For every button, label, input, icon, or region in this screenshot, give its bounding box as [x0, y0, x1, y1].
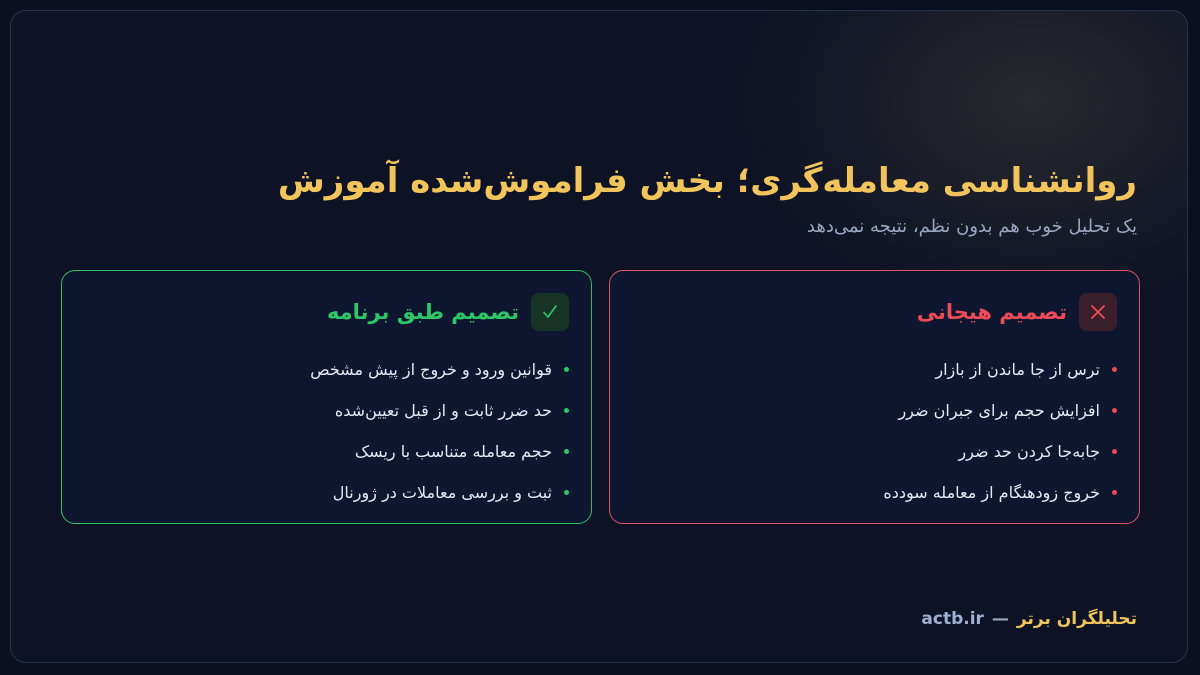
emotional-decision-card	[609, 270, 1140, 524]
bullet-dot	[564, 408, 569, 413]
emotional-card-header	[917, 293, 1117, 331]
planned-items-list	[310, 349, 569, 513]
footer-credit	[921, 609, 1137, 629]
bullet-dot	[564, 449, 569, 454]
check-icon	[531, 293, 569, 331]
list-item-text: حجم معامله متناسب با ریسک	[354, 442, 552, 461]
list-item-text: قوانین ورود و خروج از پیش مشخص	[310, 360, 552, 379]
list-item-text: افزایش حجم برای جبران ضرر	[898, 401, 1100, 420]
bullet-dot	[1112, 367, 1117, 372]
list-item	[310, 349, 569, 390]
list-item	[310, 431, 569, 472]
list-item	[883, 472, 1117, 513]
list-item-text: جابه‌جا کردن حد ضرر	[958, 442, 1100, 461]
list-item-text: ثبت و بررسی معاملات در ژورنال	[332, 483, 552, 502]
x-icon	[1079, 293, 1117, 331]
slide-frame	[10, 10, 1188, 663]
bullet-dot	[1112, 490, 1117, 495]
list-item	[883, 431, 1117, 472]
list-item-text: ترس از جا ماندن از بازار	[935, 360, 1100, 379]
bullet-dot	[564, 490, 569, 495]
page-subtitle: یک تحلیل خوب هم بدون نظم، نتیجه نمی‌دهد	[806, 216, 1137, 237]
list-item	[310, 390, 569, 431]
emotional-items-list	[883, 349, 1117, 513]
planned-card-title: تصمیم طبق برنامه	[326, 300, 519, 324]
list-item	[883, 349, 1117, 390]
planned-decision-card	[61, 270, 592, 524]
list-item-text: حد ضرر ثابت و از قبل تعیین‌شده	[334, 401, 552, 420]
emotional-card-title: تصمیم هیجانی	[916, 300, 1067, 324]
brand-name: تحلیلگران برتر	[1016, 609, 1137, 629]
website-link[interactable]: actb.ir	[921, 609, 984, 629]
list-item	[310, 472, 569, 513]
bullet-dot	[1112, 408, 1117, 413]
planned-card-header	[327, 293, 569, 331]
footer-separator: —	[991, 609, 1009, 629]
list-item-text: خروج زودهنگام از معامله سودده	[883, 483, 1100, 502]
bullet-dot	[1112, 449, 1117, 454]
bullet-dot	[564, 367, 569, 372]
list-item	[883, 390, 1117, 431]
page-title: روانشناسی معامله‌گری؛ بخش فراموش‌شده آموزش	[277, 161, 1137, 201]
